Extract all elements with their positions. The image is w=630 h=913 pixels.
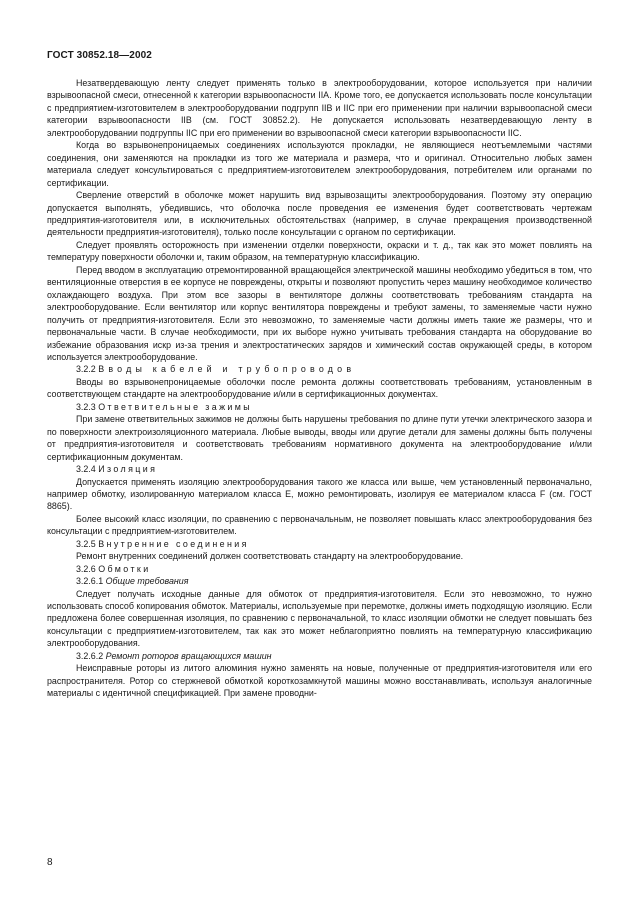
- paragraph: Когда во взрывонепроницаемых соединениях используются прокладки, не являющиеся неотъемлемыми частями соединения, они заменяются на прокладки из того же материала и размера, что и оригинал. Относительно любых замен материала следует консультироваться с предприятием-изготовителем электрооборудования, потребителем или органами по сертификации.: [47, 140, 592, 188]
- paragraph: Перед вводом в эксплуатацию отремонтированной вращающейся электрической машины необходимо убедиться в том, что вентиляционные отверстия в ее корпусе не повреждены, открыты и позволяют пропустить через машину необходимое количество охлаждающего воздуха. При этом все зазоры в вентиляторе должны соответствовать требованиям стандарта на электрооборудование. Если вентилятор или корпус вентилятора повреждены и требуют замены, то заменяемые части нужно получить от предприятия-изготовителя. Если это невозможно, то заменяемые части должны иметь такие же размеры, что и первоначальные части. В случае необходимости, при их выборе нужно учитывать требования стандарта на оборудование во избежание образования искр из-за трения и электростатических зарядов и химический состав окружающей среды, в котором используется электрооборудование.: [47, 264, 592, 362]
- section-title: Изоляция: [98, 464, 158, 475]
- section-number: 3.2.6.1: [76, 576, 104, 587]
- paragraph: Следует получать исходные данные для обмоток от предприятия-изготовителя. Если это невозможно, то нужно использовать способ копирования обмоток. Материалы, используемые при перемотке, должны иметь подходящую изоляцию. Если предложена более совершенная изоляция, по сравнению с первоначальной, то класс изоляции обмотки не следует повышать без консультации с предприятием-изготовителем, так как это может неблагоприятно повлиять на температурную классификацию электрооборудования.: [47, 588, 592, 649]
- section-title: Ремонт роторов вращающихся машин: [105, 650, 272, 661]
- paragraph: Ремонт внутренних соединений должен соответствовать стандарту на электрооборудование.: [76, 551, 464, 562]
- paragraph: Незатвердевающую ленту следует применять только в электрооборудовании, которое используется при наличии взрывоопасной смеси, отнесенной к категории взрывоопасности IIA. Кроме того, ее допускается использовать после консультации с предприятием-изготовителем в электрооборудовании подгрупп IIB и IIC при его применении при наличии взрывоопасной смеси категории взрывоопасности IIB (см. ГОСТ 30852.2). Не допускается использовать незатвердевающую ленту в электрооборудовании подгруппы IIC при его применении во взрывоопасной смеси категории взрывоопасности IIC.: [47, 78, 592, 138]
- document-header: ГОСТ 30852.18—2002: [47, 50, 152, 61]
- section-number: 3.2.6.2: [76, 650, 104, 661]
- section-heading-3-2-6: [47, 563, 592, 575]
- paragraph: Сверление отверстий в оболочке может нарушить вид взрывозащиты электрооборудования. Поэтому эту операцию допускается выполнять, убедившись, что оболочка после проведения ее изменения будет соответствовать чертежам предприятия-изготовителя или, в исключительных обстоятельствах (например, в случае прекращения производственной деятельности предприятия-изготовителя), только после консультации с органом по сертификации.: [47, 190, 592, 238]
- section-title: Ответвительные зажимы: [98, 401, 253, 412]
- section-number: 3.2.5: [76, 538, 96, 549]
- section-number: 3.2.6: [76, 563, 96, 574]
- section-number: 3.2.3: [76, 401, 96, 412]
- section-title: Внутренние соединения: [98, 538, 249, 549]
- section-heading-3-2-6-2: [47, 650, 592, 662]
- section-title: Общие требования: [105, 576, 189, 587]
- page-number: 8: [47, 857, 53, 868]
- document-body: [47, 77, 592, 700]
- section-heading-3-2-5: [47, 538, 592, 550]
- paragraph: Неисправные роторы из литого алюминия нужно заменять на новые, полученные от предприятия-изготовителя или его распространителя. Ротор со стержневой обмоткой короткозамкнутой машины можно восстанавливать, используя аналогичные материалы с идентичной спецификацией. При замене проводни-: [47, 663, 592, 699]
- paragraph: Допускается применять изоляцию электрооборудования такого же класса или выше, чем установленный первоначально, например обмотку, изолированную материалом класса Е, можно ремонтировать, изолируя ее материалом класса F (см. ГОСТ 8865).: [47, 476, 592, 512]
- section-number: 3.2.2: [76, 364, 96, 375]
- section-heading-3-2-3: [47, 401, 592, 413]
- section-heading-3-2-6-1: [47, 575, 592, 587]
- paragraph: При замене ответвительных зажимов не должны быть нарушены требования по длине пути утечки электрического зазора и по поверхности электроизоляционного материала. Любые выводы, вводы или другие детали для замены должны быть получены от предприятия-изготовителя и соответствовать требованиям нормативного документа на электрооборудование и/или сертификационным документам.: [47, 414, 592, 462]
- section-heading-3-2-2: [47, 363, 592, 375]
- section-title: Обмотки: [98, 563, 151, 574]
- section-title: Вводы кабелей и трубопроводов: [98, 364, 356, 375]
- paragraph: Следует проявлять осторожность при изменении отделки поверхности, окраски и т. д., так как это может повлиять на температуру поверхности оболочки и, таким образом, на температурную классификацию.: [47, 239, 592, 263]
- section-heading-3-2-4: [47, 463, 592, 475]
- paragraph: Более высокий класс изоляции, по сравнению с первоначальным, не позволяет повышать класс электрооборудования без консультации с предприятием-изготовителем.: [47, 513, 592, 537]
- section-number: 3.2.4: [76, 464, 96, 475]
- paragraph: Вводы во взрывонепроницаемые оболочки после ремонта должны соответствовать требованиям, установленным в соответствующем стандарте на электрооборудование и/или в сертификационных документах.: [47, 376, 592, 400]
